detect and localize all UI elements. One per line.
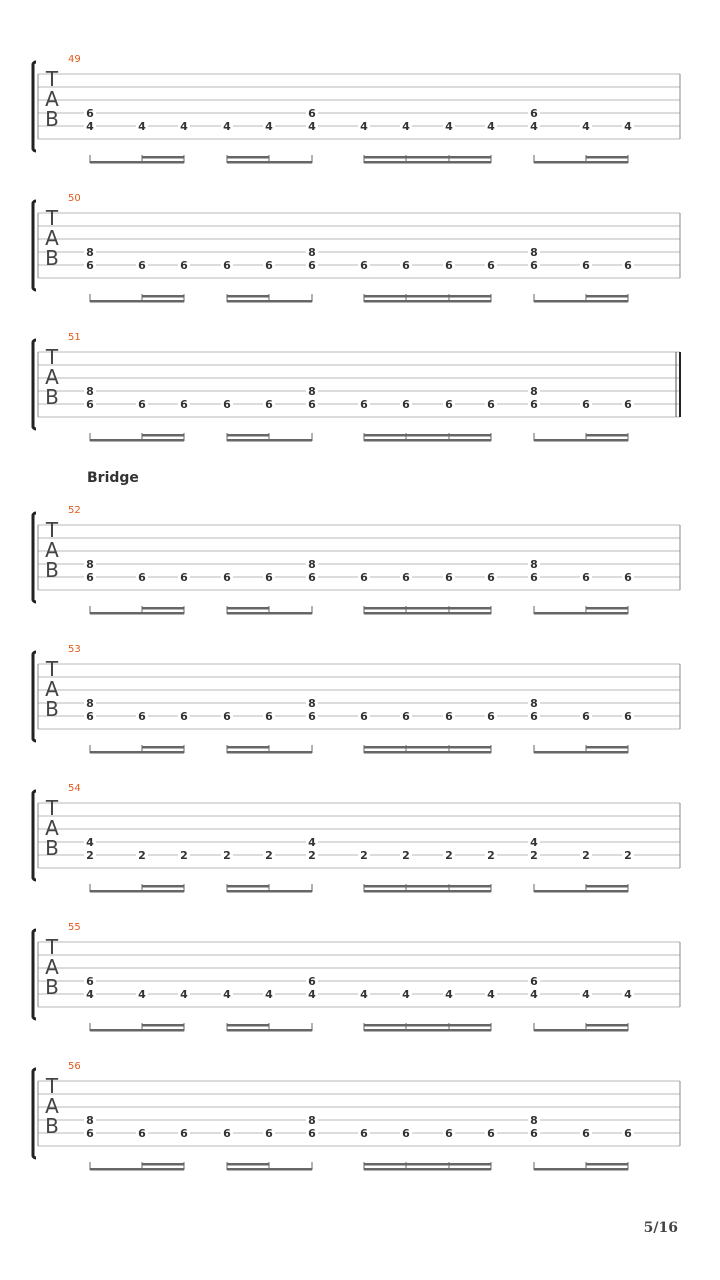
tab-system-54 xyxy=(33,783,680,893)
beam xyxy=(227,300,312,303)
system-bracket xyxy=(33,62,36,151)
fret-number: 6 xyxy=(360,398,368,411)
fret-number: 6 xyxy=(86,710,94,723)
fret-number: 8 xyxy=(86,385,94,398)
fret-number: 6 xyxy=(402,710,410,723)
fret-number: 6 xyxy=(445,398,453,411)
fret-number: 6 xyxy=(308,1127,316,1140)
secondary-beam xyxy=(364,295,491,298)
tab-system-55 xyxy=(33,922,680,1032)
fret-number: 6 xyxy=(445,259,453,272)
beam xyxy=(534,1168,628,1171)
fret-number: 6 xyxy=(530,107,538,120)
fret-number: 2 xyxy=(582,849,590,862)
tab-clef-letter: T xyxy=(45,345,59,369)
fret-number: 6 xyxy=(138,259,146,272)
tab-system-56 xyxy=(33,1061,680,1171)
fret-number: 8 xyxy=(530,697,538,710)
fret-number: 4 xyxy=(223,120,231,133)
beam xyxy=(227,890,312,893)
tab-system-53 xyxy=(33,644,680,754)
secondary-beam xyxy=(364,1163,491,1166)
tab-clef-letter: T xyxy=(45,67,59,91)
fret-number: 4 xyxy=(265,988,273,1001)
beam xyxy=(364,439,491,442)
fret-number: 4 xyxy=(180,120,188,133)
fret-number: 6 xyxy=(138,571,146,584)
fret-number: 6 xyxy=(582,398,590,411)
fret-number: 4 xyxy=(487,120,495,133)
secondary-beam xyxy=(364,746,491,749)
system-bracket xyxy=(33,513,36,602)
fret-number: 6 xyxy=(308,398,316,411)
secondary-beam xyxy=(227,434,269,437)
tab-system-49 xyxy=(33,54,680,164)
fret-number: 6 xyxy=(265,398,273,411)
fret-number: 6 xyxy=(360,1127,368,1140)
system-bracket xyxy=(33,652,36,741)
fret-number: 6 xyxy=(624,398,632,411)
tab-system-50 xyxy=(33,193,680,303)
beam xyxy=(534,1029,628,1032)
secondary-beam xyxy=(586,885,628,888)
tab-clef-letter: B xyxy=(45,1114,59,1138)
fret-number: 8 xyxy=(530,385,538,398)
fret-number: 6 xyxy=(624,1127,632,1140)
beam xyxy=(534,161,628,164)
fret-number: 6 xyxy=(180,259,188,272)
measure-number: 49 xyxy=(68,54,81,65)
section-label-bridge: Bridge xyxy=(87,470,139,486)
fret-number: 4 xyxy=(308,836,316,849)
fret-number: 4 xyxy=(624,988,632,1001)
fret-number: 6 xyxy=(180,398,188,411)
fret-number: 4 xyxy=(223,988,231,1001)
secondary-beam xyxy=(586,1163,628,1166)
fret-number: 6 xyxy=(223,710,231,723)
beam xyxy=(227,612,312,615)
secondary-beam xyxy=(586,746,628,749)
fret-number: 6 xyxy=(530,398,538,411)
tab-system-52 xyxy=(33,505,680,615)
beam xyxy=(364,612,491,615)
fret-number: 6 xyxy=(86,1127,94,1140)
fret-number: 8 xyxy=(530,558,538,571)
fret-number: 6 xyxy=(308,975,316,988)
fret-number: 4 xyxy=(308,120,316,133)
tab-clef-letter: B xyxy=(45,836,59,860)
fret-number: 6 xyxy=(180,710,188,723)
fret-number: 6 xyxy=(223,259,231,272)
secondary-beam xyxy=(227,1024,269,1027)
fret-number: 4 xyxy=(445,120,453,133)
measure-number: 51 xyxy=(68,332,81,343)
fret-number: 6 xyxy=(360,571,368,584)
fret-number: 8 xyxy=(86,246,94,259)
tab-clef-letter: A xyxy=(45,365,59,389)
fret-number: 4 xyxy=(402,988,410,1001)
beam xyxy=(364,890,491,893)
beam xyxy=(227,1029,312,1032)
fret-number: 6 xyxy=(180,1127,188,1140)
tab-clef-letter: A xyxy=(45,538,59,562)
fret-number: 2 xyxy=(86,849,94,862)
secondary-beam xyxy=(586,1024,628,1027)
secondary-beam xyxy=(227,295,269,298)
beam xyxy=(534,751,628,754)
fret-number: 6 xyxy=(308,710,316,723)
fret-number: 6 xyxy=(402,398,410,411)
fret-number: 2 xyxy=(402,849,410,862)
fret-number: 8 xyxy=(86,697,94,710)
beam xyxy=(90,300,184,303)
fret-number: 4 xyxy=(86,836,94,849)
fret-number: 6 xyxy=(86,259,94,272)
fret-number: 4 xyxy=(86,120,94,133)
fret-number: 2 xyxy=(360,849,368,862)
fret-number: 6 xyxy=(487,1127,495,1140)
fret-number: 4 xyxy=(624,120,632,133)
beam xyxy=(364,751,491,754)
fret-number: 2 xyxy=(223,849,231,862)
tab-clef-letter: B xyxy=(45,558,59,582)
secondary-beam xyxy=(364,607,491,610)
page-number: 5/16 xyxy=(643,1220,678,1236)
fret-number: 4 xyxy=(402,120,410,133)
tab-clef-letter: B xyxy=(45,107,59,131)
tab-clef-letter: T xyxy=(45,1074,59,1098)
secondary-beam xyxy=(586,434,628,437)
fret-number: 6 xyxy=(530,259,538,272)
fret-number: 4 xyxy=(530,120,538,133)
secondary-beam xyxy=(142,607,184,610)
measure-number: 53 xyxy=(68,644,81,655)
secondary-beam xyxy=(142,1024,184,1027)
tab-clef-letter: T xyxy=(45,206,59,230)
measure-number: 55 xyxy=(68,922,81,933)
fret-number: 6 xyxy=(582,571,590,584)
beam xyxy=(90,890,184,893)
beam xyxy=(90,612,184,615)
fret-number: 2 xyxy=(265,849,273,862)
beam xyxy=(534,612,628,615)
secondary-beam xyxy=(227,1163,269,1166)
beam xyxy=(90,1029,184,1032)
secondary-beam xyxy=(364,156,491,159)
fret-number: 8 xyxy=(308,1114,316,1127)
fret-number: 8 xyxy=(308,697,316,710)
fret-number: 6 xyxy=(487,571,495,584)
secondary-beam xyxy=(227,156,269,159)
fret-number: 4 xyxy=(487,988,495,1001)
system-bracket xyxy=(33,930,36,1019)
tab-system-51 xyxy=(33,332,680,442)
fret-number: 6 xyxy=(308,107,316,120)
beam xyxy=(90,439,184,442)
secondary-beam xyxy=(227,607,269,610)
fret-number: 6 xyxy=(445,571,453,584)
fret-number: 6 xyxy=(487,398,495,411)
tab-clef-letter: B xyxy=(45,975,59,999)
fret-number: 6 xyxy=(624,710,632,723)
tab-clef-letter: B xyxy=(45,697,59,721)
secondary-beam xyxy=(142,295,184,298)
tab-clef-letter: A xyxy=(45,816,59,840)
fret-number: 4 xyxy=(360,988,368,1001)
fret-number: 4 xyxy=(445,988,453,1001)
fret-number: 6 xyxy=(402,571,410,584)
fret-number: 6 xyxy=(624,259,632,272)
fret-number: 8 xyxy=(308,558,316,571)
fret-number: 4 xyxy=(530,988,538,1001)
beam xyxy=(534,300,628,303)
fret-number: 2 xyxy=(180,849,188,862)
fret-number: 2 xyxy=(138,849,146,862)
fret-number: 6 xyxy=(265,259,273,272)
fret-number: 4 xyxy=(582,120,590,133)
fret-number: 4 xyxy=(265,120,273,133)
secondary-beam xyxy=(586,295,628,298)
fret-number: 6 xyxy=(308,571,316,584)
fret-number: 6 xyxy=(223,571,231,584)
fret-number: 6 xyxy=(308,259,316,272)
fret-number: 6 xyxy=(86,107,94,120)
secondary-beam xyxy=(364,1024,491,1027)
secondary-beam xyxy=(227,885,269,888)
secondary-beam xyxy=(586,156,628,159)
beam xyxy=(534,890,628,893)
fret-number: 6 xyxy=(265,710,273,723)
beam xyxy=(90,751,184,754)
fret-number: 4 xyxy=(360,120,368,133)
tab-clef-letter: B xyxy=(45,385,59,409)
fret-number: 6 xyxy=(445,1127,453,1140)
fret-number: 6 xyxy=(487,710,495,723)
fret-number: 6 xyxy=(138,398,146,411)
fret-number: 6 xyxy=(582,710,590,723)
fret-number: 8 xyxy=(308,246,316,259)
beam xyxy=(227,1168,312,1171)
fret-number: 6 xyxy=(86,398,94,411)
fret-number: 6 xyxy=(86,975,94,988)
tab-clef-letter: T xyxy=(45,657,59,681)
fret-number: 6 xyxy=(445,710,453,723)
tab-clef-letter: B xyxy=(45,246,59,270)
fret-number: 4 xyxy=(86,988,94,1001)
secondary-beam xyxy=(142,1163,184,1166)
system-bracket xyxy=(33,1069,36,1158)
beam xyxy=(227,439,312,442)
tab-clef-letter: T xyxy=(45,935,59,959)
beam xyxy=(90,1168,184,1171)
fret-number: 8 xyxy=(530,1114,538,1127)
secondary-beam xyxy=(142,156,184,159)
fret-number: 4 xyxy=(308,988,316,1001)
system-bracket xyxy=(33,791,36,880)
fret-number: 2 xyxy=(487,849,495,862)
measure-number: 56 xyxy=(68,1061,81,1072)
fret-number: 6 xyxy=(487,259,495,272)
tab-clef-letter: T xyxy=(45,796,59,820)
fret-number: 8 xyxy=(530,246,538,259)
fret-number: 6 xyxy=(86,571,94,584)
beam xyxy=(364,161,491,164)
fret-number: 6 xyxy=(265,1127,273,1140)
beam xyxy=(364,300,491,303)
fret-number: 2 xyxy=(445,849,453,862)
fret-number: 6 xyxy=(265,571,273,584)
fret-number: 6 xyxy=(530,571,538,584)
fret-number: 6 xyxy=(360,259,368,272)
fret-number: 4 xyxy=(138,988,146,1001)
system-bracket xyxy=(33,201,36,290)
beam xyxy=(90,161,184,164)
tab-clef-letter: A xyxy=(45,1094,59,1118)
beam xyxy=(227,751,312,754)
fret-number: 4 xyxy=(138,120,146,133)
fret-number: 4 xyxy=(582,988,590,1001)
fret-number: 4 xyxy=(180,988,188,1001)
fret-number: 8 xyxy=(86,1114,94,1127)
fret-number: 6 xyxy=(138,710,146,723)
fret-number: 6 xyxy=(530,710,538,723)
fret-number: 6 xyxy=(360,710,368,723)
fret-number: 2 xyxy=(308,849,316,862)
fret-number: 6 xyxy=(223,1127,231,1140)
tab-clef-letter: A xyxy=(45,955,59,979)
beam xyxy=(364,1168,491,1171)
fret-number: 6 xyxy=(582,1127,590,1140)
fret-number: 6 xyxy=(223,398,231,411)
beam xyxy=(227,161,312,164)
secondary-beam xyxy=(142,434,184,437)
secondary-beam xyxy=(142,746,184,749)
secondary-beam xyxy=(364,434,491,437)
tab-clef-letter: A xyxy=(45,677,59,701)
fret-number: 6 xyxy=(530,1127,538,1140)
fret-number: 6 xyxy=(624,571,632,584)
fret-number: 6 xyxy=(582,259,590,272)
fret-number: 8 xyxy=(86,558,94,571)
fret-number: 8 xyxy=(308,385,316,398)
secondary-beam xyxy=(142,885,184,888)
secondary-beam xyxy=(586,607,628,610)
measure-number: 50 xyxy=(68,193,81,204)
fret-number: 4 xyxy=(530,836,538,849)
secondary-beam xyxy=(227,746,269,749)
fret-number: 6 xyxy=(530,975,538,988)
fret-number: 2 xyxy=(530,849,538,862)
tab-clef-letter: T xyxy=(45,518,59,542)
system-bracket xyxy=(33,340,36,429)
tab-clef-letter: A xyxy=(45,87,59,111)
beam xyxy=(364,1029,491,1032)
fret-number: 6 xyxy=(138,1127,146,1140)
fret-number: 6 xyxy=(402,259,410,272)
measure-number: 54 xyxy=(68,783,81,794)
fret-number: 2 xyxy=(624,849,632,862)
beam xyxy=(534,439,628,442)
measure-number: 52 xyxy=(68,505,81,516)
fret-number: 6 xyxy=(402,1127,410,1140)
secondary-beam xyxy=(364,885,491,888)
fret-number: 6 xyxy=(180,571,188,584)
tab-clef-letter: A xyxy=(45,226,59,250)
